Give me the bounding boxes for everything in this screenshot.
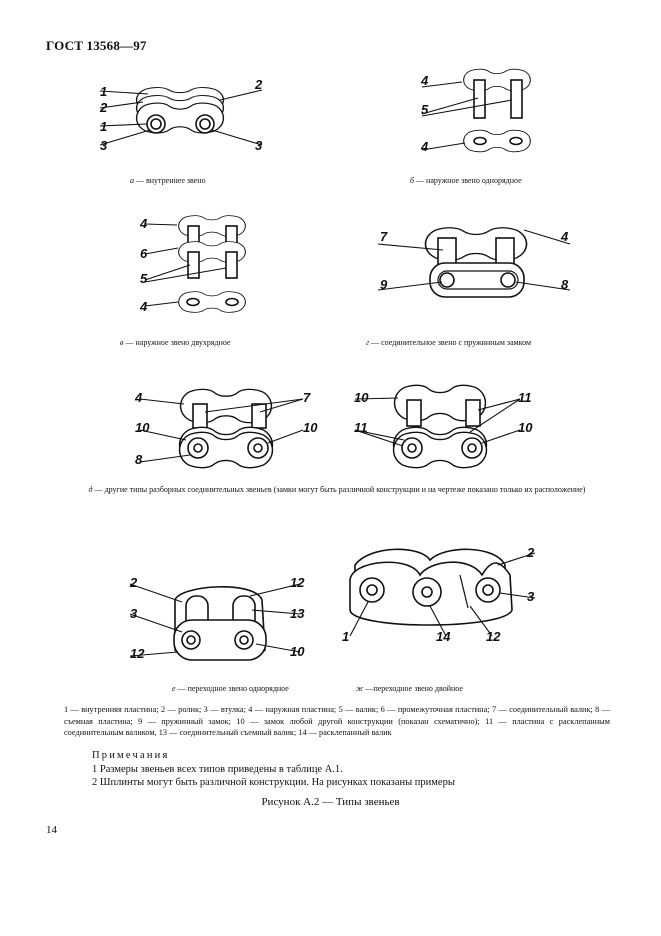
notes-title: Примечания	[92, 750, 170, 761]
figure-v-drawing	[139, 216, 245, 314]
caption-zh: ж —переходное звено двойное	[356, 684, 463, 693]
label-d-2: 10	[135, 420, 150, 435]
figure-e-drawing	[129, 575, 305, 661]
legend-text: 1 — внутренняя пластина; 2 — ролик; 3 — втулка; 4 — наружная пластина; 5 — валик; 6 — промежуточная пластина; 7 — соединительный валик; 8 — съемная пластина; 9 — пружинный замок; 10 — замок любой другой конструкции (показан схематично); 11 — пластина с расклепанным соединительным валиком, 13 — соединительный съемный валик; 14 — расклепанный валик	[64, 705, 610, 737]
caption-v: в — наружное звено двухрядное	[120, 338, 231, 347]
label-d-4: 7	[303, 390, 311, 405]
label-v-2: 6	[140, 246, 148, 261]
caption-g: г — соединительное звено с пружинным замком	[366, 338, 532, 347]
label-v-4: 4	[140, 299, 148, 314]
label-b-2: 5	[421, 102, 429, 117]
label-e-5: 13	[290, 606, 305, 621]
label-zh-5: 12	[486, 629, 501, 644]
label-a-1: 1	[100, 84, 108, 99]
label-zh-4: 14	[436, 629, 451, 644]
label-d-6: 10	[354, 390, 369, 405]
label-zh-2: 3	[527, 589, 535, 604]
figure-zh-drawing	[342, 545, 535, 644]
caption-e: е — переходное звено однорядное	[172, 684, 289, 693]
label-a-2: 2	[100, 100, 108, 115]
figure-a-drawing	[99, 77, 263, 153]
label-e-4: 12	[290, 575, 305, 590]
page-number: 14	[46, 824, 57, 836]
label-v-3: 5	[140, 271, 148, 286]
label-e-1: 2	[130, 575, 138, 590]
figure-caption: Рисунок А.2 — Типы звеньев	[261, 796, 400, 808]
label-g-4: 8	[561, 277, 569, 292]
figure-d-left-drawing	[134, 389, 318, 467]
label-d-3: 8	[135, 452, 143, 467]
label-d-8: 11	[518, 390, 532, 405]
label-e-6: 10	[290, 644, 305, 659]
caption-a: а — внутреннее звено	[130, 176, 206, 185]
label-g-1: 7	[380, 229, 388, 244]
note-1: 1 Размеры звеньев всех типов приведены в таблице А.1.	[92, 764, 343, 775]
label-d-9: 10	[518, 420, 533, 435]
figure-b-drawing	[420, 69, 530, 154]
label-v-1: 4	[140, 216, 148, 231]
figure-g-drawing	[378, 228, 570, 297]
document-header: ГОСТ 13568—97	[46, 38, 147, 53]
figure-d-right-drawing	[354, 385, 533, 467]
label-e-2: 3	[130, 606, 138, 621]
label-zh-1: 2	[527, 545, 535, 560]
label-g-3: 4	[561, 229, 569, 244]
label-a-3: 1	[100, 119, 108, 134]
caption-b: б — наружное звено однорядное	[410, 176, 522, 185]
label-g-2: 9	[380, 277, 388, 292]
label-e-3: 12	[130, 646, 145, 661]
label-b-1: 4	[421, 73, 429, 88]
label-a-5: 2	[255, 77, 263, 92]
label-d-7: 11	[354, 420, 368, 435]
note-2: 2 Шплинты могут быть различной конструкции. На рисунках показаны примеры	[92, 777, 455, 788]
label-d-1: 4	[135, 390, 143, 405]
label-d-5: 10	[303, 420, 318, 435]
label-a-6: 3	[255, 138, 263, 153]
caption-d: д — другие типы разборных соединительных звеньев (замки могут быть различной конструкции и на чертеже показано только их расположение)	[88, 485, 586, 494]
label-zh-3: 1	[342, 629, 350, 644]
label-a-4: 3	[100, 138, 108, 153]
label-b-3: 4	[421, 139, 429, 154]
